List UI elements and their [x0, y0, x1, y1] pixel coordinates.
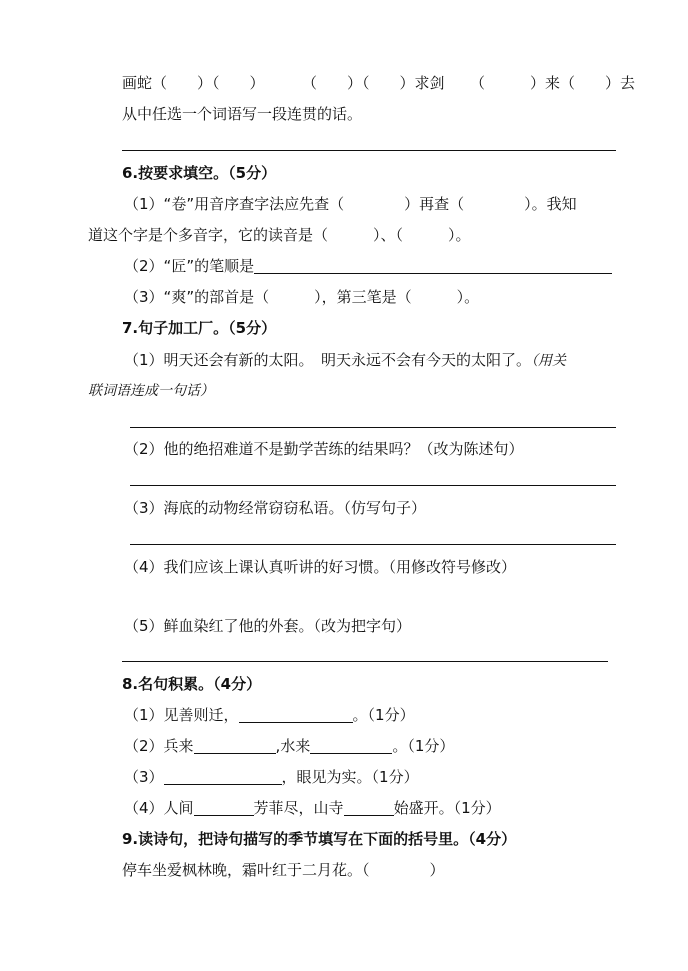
q8-item4 — [124, 798, 501, 818]
q8-item1 — [124, 705, 415, 725]
q8-item3-text: ，眼见为实。（1分） — [281, 768, 419, 786]
idiom-fill-1: 画蛇（ ）（ ） — [122, 74, 265, 92]
q6-item1-line1: （1）“卷”用音序查字法应先查（ ）再查（ ）。我知 — [124, 195, 577, 213]
q7-item1-note: （用关 — [531, 353, 567, 369]
q8-blank-2a[interactable] — [194, 737, 276, 754]
q8-item4-mid: 芳菲尽，山寺 — [253, 799, 344, 817]
paragraph-instruction: 从中任选一个词语写一段连贯的话。 — [122, 105, 363, 123]
q8-item2-score: 。（1分） — [392, 737, 455, 755]
q7-item3: （3）海底的动物经常窃窃私语。（仿写句子） — [124, 499, 427, 517]
q7-item5: （5）鲜血染红了他的外套。（改为把字句） — [124, 617, 412, 635]
q8-blank-4a[interactable] — [194, 799, 254, 816]
q8-item3 — [124, 767, 419, 787]
q8-item2 — [124, 736, 454, 756]
stroke-order-blank[interactable] — [254, 257, 612, 274]
q6-item3: （3）“爽”的部首是（ ），第三笔是（ ）。 — [124, 288, 480, 306]
q8-title: 8.名句积累。（4分） — [122, 675, 262, 693]
q7-item2: （2）他的绝招难道不是勤学苦练的结果吗？（改为陈述句） — [124, 440, 524, 458]
q7-title: 7.句子加工厂。（5分） — [122, 319, 277, 337]
q9-title: 9.读诗句，把诗句描写的季节填写在下面的括号里。（4分） — [122, 830, 517, 848]
q8-blank-3[interactable] — [164, 768, 282, 785]
answer-line — [130, 485, 616, 486]
q7-item4: （4）我们应该上课认真听讲的好习惯。（用修改符号修改） — [124, 558, 517, 576]
q9-poem-line: 停车坐爱枫林晚，霜叶红于二月花。（ ） — [122, 861, 445, 879]
idiom-fill-3: （ ）来（ ）去 — [470, 74, 636, 92]
q6-item2 — [124, 256, 612, 276]
q6-item2-text: （2）“匠”的笔顺是 — [124, 257, 255, 275]
q7-item1-note-cont: 联词语连成一句话） — [88, 383, 214, 399]
idiom-fill-2: （ ）（ ）求剑 — [302, 74, 445, 92]
q6-title: 6.按要求填空。（5分） — [122, 164, 277, 182]
q7-item1 — [124, 350, 566, 371]
answer-line — [130, 427, 616, 428]
answer-line — [130, 544, 616, 545]
q8-item4-text: （4）人间 — [124, 799, 194, 817]
q8-item4-score: 始盛开。（1分） — [393, 799, 501, 817]
q8-item2-mid: ,水来 — [275, 737, 311, 755]
answer-line — [122, 661, 608, 662]
q6-item1-line2: 道这个字是个多音字，它的读音是（ ）、（ ）。 — [88, 226, 471, 244]
q7-item1-text: （1）明天还会有新的太阳。 明天永远不会有今天的太阳了。 — [124, 351, 532, 369]
q8-blank-2b[interactable] — [310, 737, 392, 754]
q8-blank-1[interactable] — [239, 706, 353, 723]
q8-item1-score: 。（1分） — [352, 706, 415, 724]
answer-line — [122, 150, 616, 151]
q8-item1-text: （1）见善则迁， — [124, 706, 239, 724]
q8-item3-num: （3） — [124, 768, 164, 786]
q8-item2-text: （2）兵来 — [124, 737, 194, 755]
q8-blank-4b[interactable] — [344, 799, 394, 816]
